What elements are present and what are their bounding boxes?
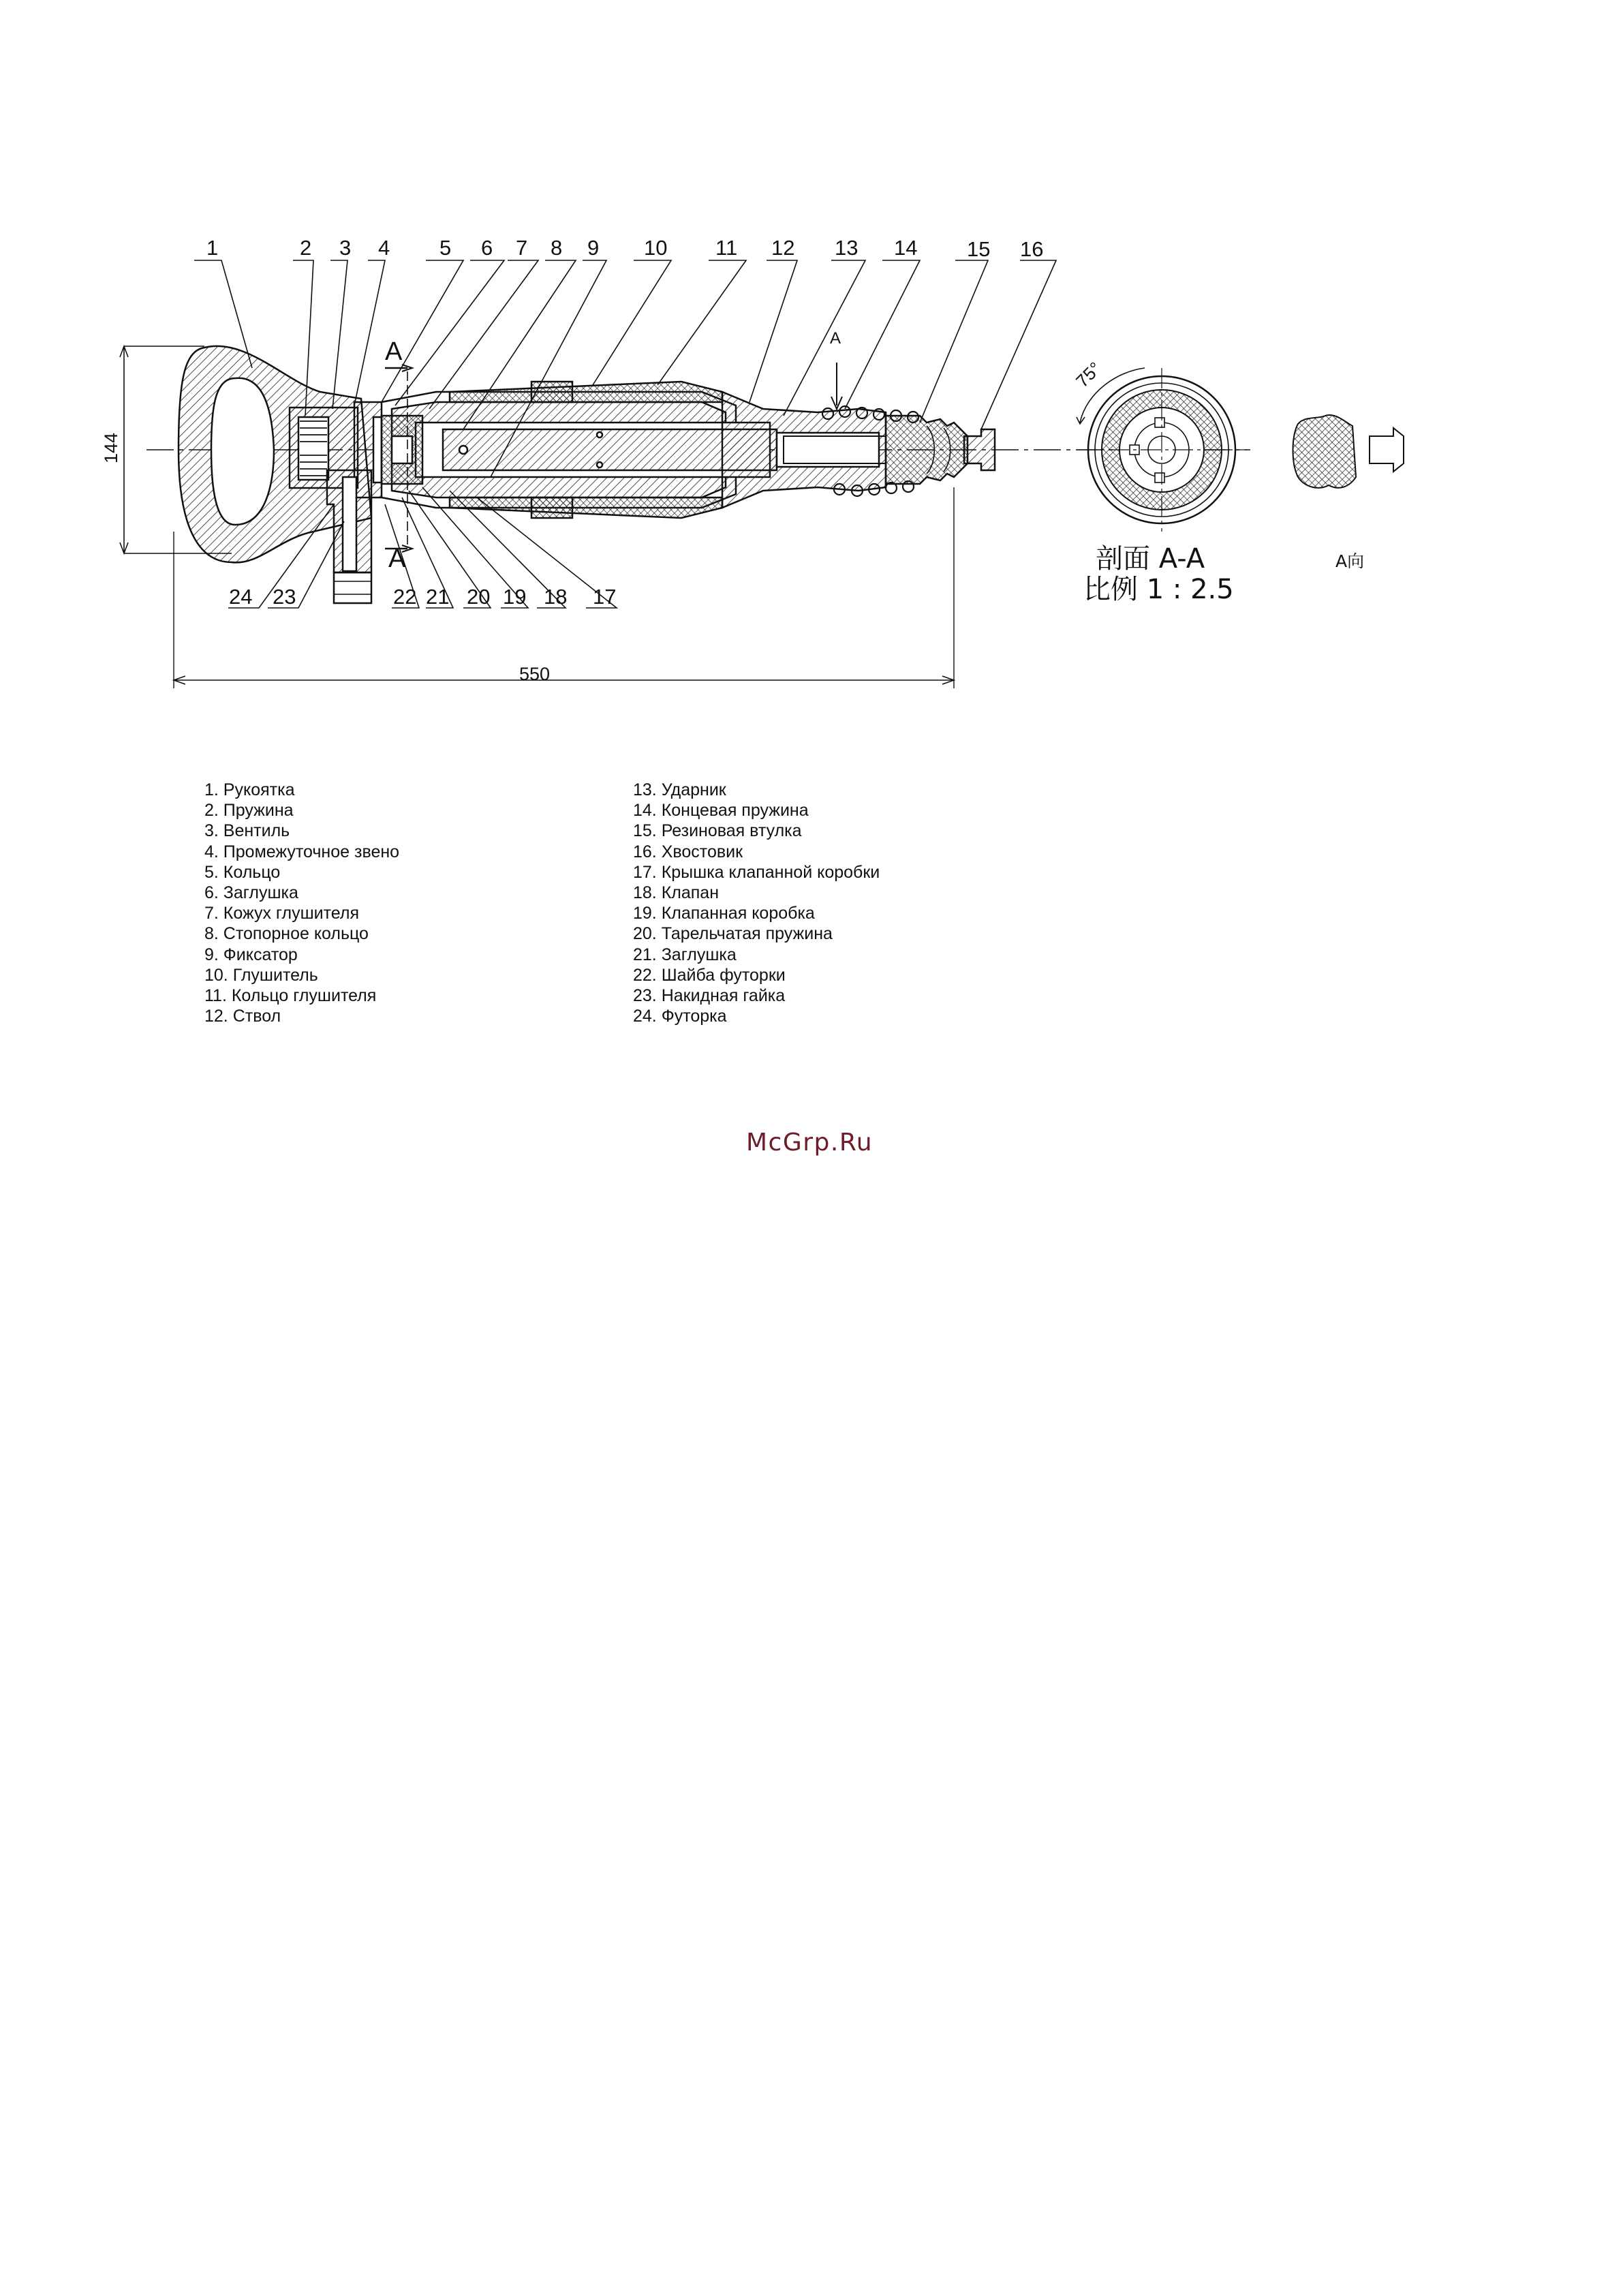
callout-21: 21 — [426, 585, 450, 609]
legend-left — [204, 780, 399, 1026]
callout-2: 2 — [300, 236, 312, 260]
callout-24: 24 — [229, 585, 253, 609]
section-title: 剖面 A-A — [1096, 543, 1205, 575]
legend-item: 14. Концевая пружина — [633, 801, 809, 821]
callout-22: 22 — [393, 585, 417, 609]
callout-4: 4 — [378, 236, 390, 260]
legend-right — [633, 780, 880, 1026]
callout-17: 17 — [593, 585, 617, 609]
legend-item: 1. Рукоятка — [204, 780, 295, 799]
legend-item: 11. Кольцо глушителя — [204, 986, 377, 1006]
callout-13: 13 — [835, 236, 859, 260]
section-mark-top: A — [385, 337, 403, 366]
callout-1: 1 — [206, 236, 219, 260]
legend-item: 10. Глушитель — [204, 965, 318, 985]
legend-item: 6. Заглушка — [204, 883, 298, 903]
legend-item: 17. Крышка клапанной коробки — [633, 862, 880, 882]
union-nut-23 — [334, 572, 371, 603]
dimension-length: 550 — [519, 664, 551, 684]
legend-item: 18. Клапан — [633, 883, 720, 903]
legend-item: 22. Шайба футорки — [633, 965, 786, 985]
legend-item: 21. Заглушка — [633, 945, 737, 964]
legend-item: 19. Клапанная коробка — [633, 904, 815, 923]
callout-7: 7 — [516, 236, 528, 260]
legend-item: 4. Промежуточное звено — [204, 842, 400, 861]
callout-12: 12 — [771, 236, 795, 260]
legend-item: 23. Накидная гайка — [633, 986, 786, 1006]
callout-16: 16 — [1020, 237, 1044, 261]
callout-6: 6 — [481, 236, 493, 260]
watermark-text: McGrp.Ru — [746, 1129, 874, 1157]
dimension-height: 144 — [101, 432, 121, 463]
legend-item: 7. Кожух глушителя — [204, 904, 359, 923]
legend-item: 8. Стопорное кольцо — [204, 924, 369, 944]
legend-item: 3. Вентиль — [204, 821, 290, 841]
callout-8: 8 — [551, 236, 563, 260]
callout-10: 10 — [644, 236, 668, 260]
callout-20: 20 — [467, 585, 491, 609]
callout-19: 19 — [503, 585, 527, 609]
legend-item: 9. Фиксатор — [204, 945, 298, 964]
legend-item: 13. Ударник — [633, 780, 726, 799]
section-mark-bottom: A — [388, 545, 406, 573]
legend-item: 2. Пружина — [204, 801, 294, 821]
view-a-label: A向 — [1335, 551, 1365, 571]
callout-5: 5 — [439, 236, 452, 260]
callout-15: 15 — [967, 237, 991, 261]
callout-14: 14 — [894, 236, 918, 260]
callout-18: 18 — [544, 585, 568, 609]
view-arrow-label: A — [830, 329, 841, 348]
shank-16 — [964, 429, 995, 470]
callout-23: 23 — [273, 585, 296, 609]
legend-item: 16. Хвостовик — [633, 842, 743, 861]
legend-item: 20. Тарельчатая пружина — [633, 924, 833, 944]
callout-11: 11 — [715, 236, 738, 260]
section-angle: 75° — [1072, 358, 1106, 392]
legend-item: 12. Ствол — [204, 1007, 281, 1026]
view-a — [1293, 415, 1404, 488]
jackhammer-section — [120, 260, 1250, 688]
muffler-ring-11 — [531, 382, 572, 402]
muffler-10 — [450, 382, 722, 402]
callout-3: 3 — [339, 236, 352, 260]
legend-item: 5. Кольцо — [204, 862, 281, 882]
callout-9: 9 — [587, 236, 600, 260]
section-a-a — [1077, 368, 1247, 532]
legend-item: 24. Футорка — [633, 1007, 727, 1026]
section-scale: 比例 1 : 2.5 — [1083, 574, 1234, 605]
handle-grip-hole — [211, 378, 274, 525]
legend-item: 15. Резиновая втулка — [633, 821, 802, 841]
